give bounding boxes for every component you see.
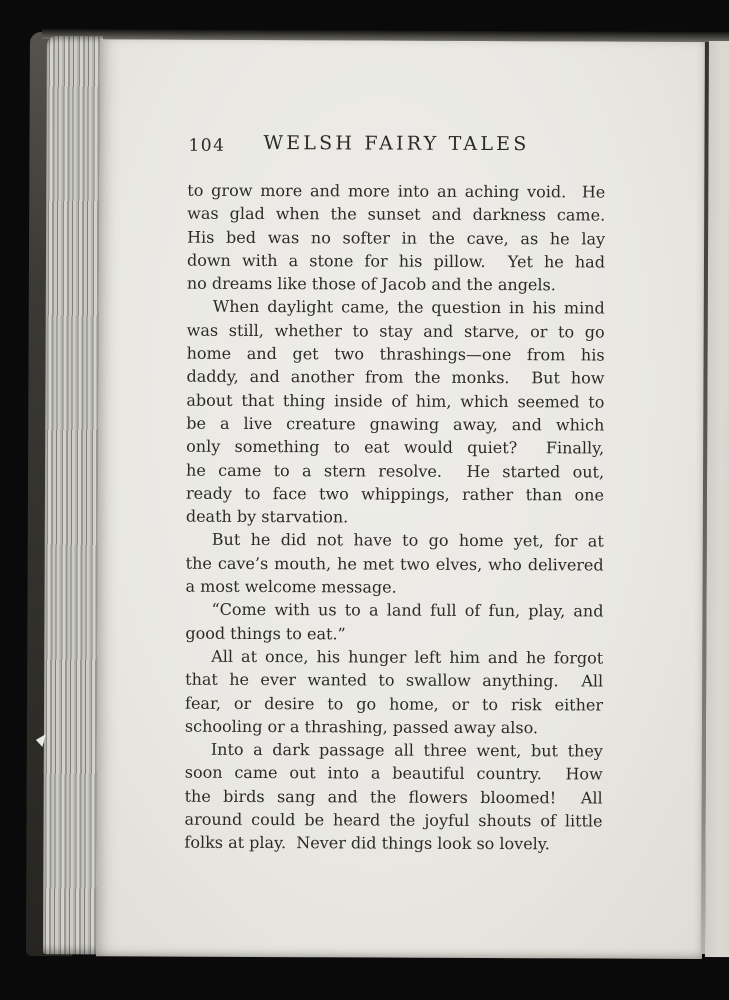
text-line: around could be heard the joyful shouts of little xyxy=(184,809,603,831)
text-line: Into a dark passage all three went, but they xyxy=(210,739,603,761)
text-line: be a live creature gnawing away, and which xyxy=(186,413,605,435)
page-header xyxy=(187,132,605,160)
text-line: a most welcome message. xyxy=(185,576,397,597)
text-line: was still, whether to stay and starve, or to go xyxy=(186,320,605,342)
text-line: fear, or desire to go home, or to risk either xyxy=(185,693,604,715)
text-line: to grow more and more into an aching void. He xyxy=(187,180,606,202)
text-line: soon came out into a beautiful country. How xyxy=(184,763,603,784)
text-line: about that thing inside of him, which seemed to xyxy=(186,390,605,412)
text-line: no dreams like those of Jacob and the angels. xyxy=(186,273,556,295)
text-line: When daylight came, the question in his mind xyxy=(212,297,605,318)
text-line: His bed was no softer in the cave, as he lay xyxy=(187,227,606,249)
text-line: good things to eat.” xyxy=(185,623,346,644)
text-line: schooling or a thrashing, passed away also. xyxy=(184,716,539,738)
text-line: ready to face two whippings, rather than one xyxy=(185,483,605,505)
text-line: home and get two thrashings—one from his xyxy=(186,343,605,365)
text-line: down with a stone for his pillow. Yet he had xyxy=(186,250,606,272)
text-line: folks at play. Never did things look so lovely. xyxy=(184,832,550,854)
book xyxy=(26,29,729,965)
text-line: All at once, his hunger left him and he forgot xyxy=(211,646,604,668)
text-line: was glad when the sunset and darkness came. xyxy=(187,203,606,225)
page-stack-edges xyxy=(43,36,104,954)
page-number: 104 xyxy=(188,135,226,156)
text-line: But he did not have to go home yet, for at xyxy=(211,530,604,551)
running-title: WELSH FAIRY TALES xyxy=(263,132,530,156)
text-line: the cave’s mouth, he met two elves, who delivered xyxy=(185,553,604,575)
text-line: the birds sang and the flowers bloomed! All xyxy=(184,786,603,808)
text-line: that he ever wanted to swallow anything. All xyxy=(185,669,604,691)
page-body xyxy=(184,179,605,856)
book-page xyxy=(96,39,706,959)
text-line: only something to eat would quiet? Finally, xyxy=(186,436,605,458)
text-line: “Come with us to a land full of fun, play, and xyxy=(211,600,604,621)
text-line: he came to a stern resolve. He started out, xyxy=(186,460,605,482)
text-line: daddy, and another from the monks. But how xyxy=(186,367,605,388)
text-line: death by starvation. xyxy=(185,506,349,527)
next-page-edge xyxy=(705,41,729,957)
